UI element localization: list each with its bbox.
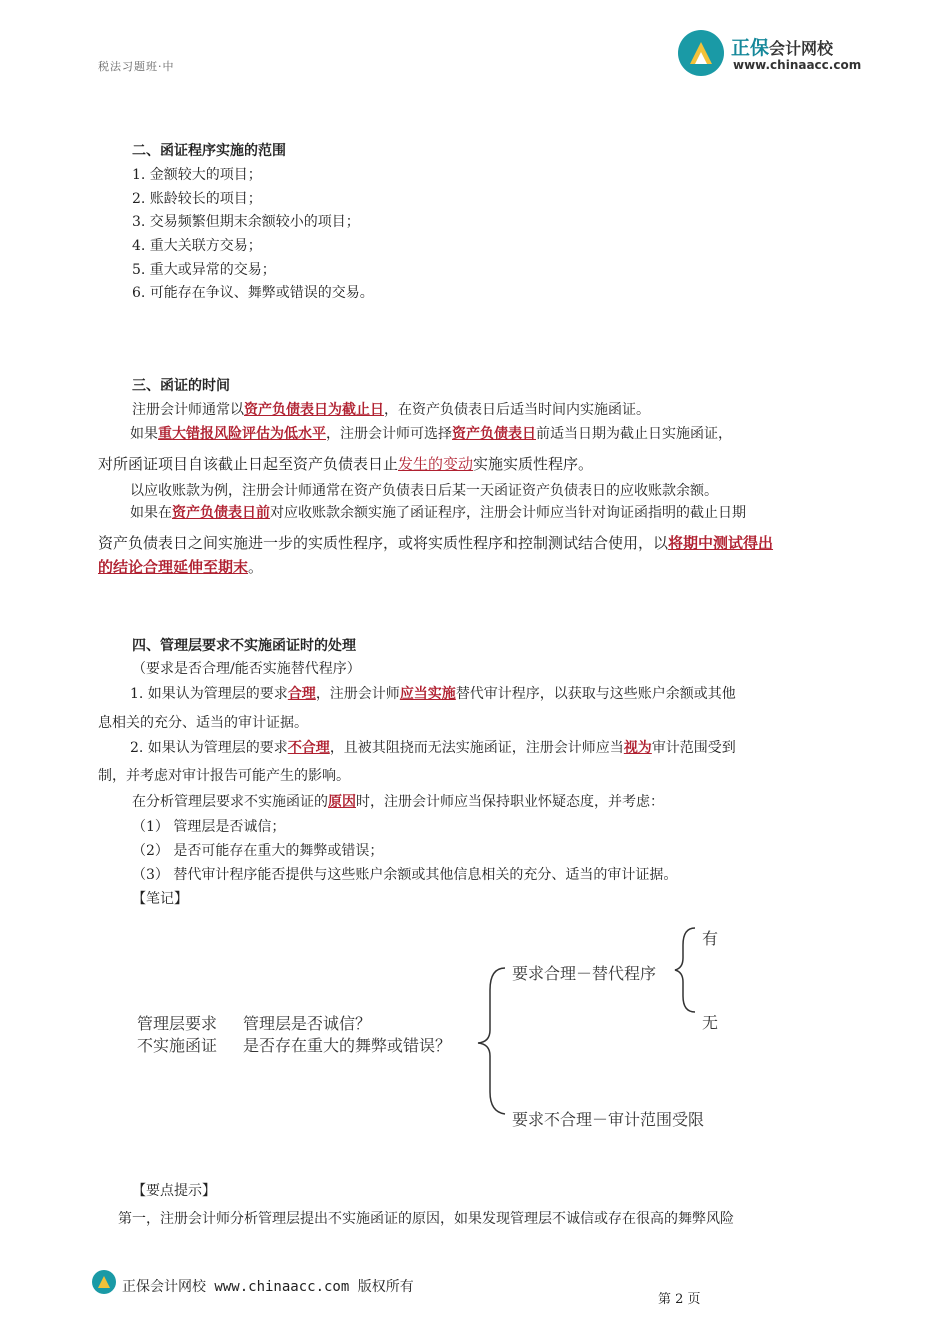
section2-item-5: 5. 重大或异常的交易； [132,262,276,278]
logo-name: 正保会计网校 [731,37,834,59]
section3-p5: 如果在资产负债表日前对应收账款余额实施了函证程序，注册会计师应当针对询证函指明的截止日期 [130,505,746,521]
footer-copyright: 正保会计网校 www.chinaacc.com 版权所有 [122,1279,414,1295]
section4-p1: 1. 如果认为管理层的要求合理，注册会计师应当实施替代审计程序，以获取与这些账户余额或其他 [130,686,736,702]
diagram-top-branch: 要求合理－替代程序 [512,964,657,983]
section4-c3: （3） 替代审计程序能否提供与这些账户余额或其他信息相关的充分、适当的审计证据。 [132,867,678,883]
note-label: 【笔记】 [132,891,188,907]
section3-title: 三、函证的时间 [132,378,230,394]
diagram-bottom-branch: 要求不合理－审计范围受限 [512,1110,705,1129]
section3-p2: 如果重大错报风险评估为低水平，注册会计师可选择资产负债表日前适当日期为截止日实施函证， [130,426,732,442]
diagram-no: 无 [702,1013,719,1032]
diagram-left-line1: 管理层要求 [137,1014,218,1033]
tip-line: 第一，注册会计师分析管理层提出不实施函证的原因，如果发现管理层不诚信或存在很高的舞弊风险 [118,1211,734,1227]
section4-c1: （1） 管理层是否诚信； [132,819,286,835]
section4-p3: 在分析管理层要求不实施函证的原因时，注册会计师应当保持职业怀疑态度，并考虑： [132,794,664,810]
footer-logo-icon [92,1270,116,1294]
header-smudge: 税法习题班·中 [98,60,175,73]
section4-p1b: 息相关的充分、适当的审计证据。 [98,715,308,731]
tip-label: 【要点提示】 [132,1183,216,1199]
section3-p4: 以应收账款为例，注册会计师通常在资产负债表日后某一天函证资产负债表日的应收账款余额。 [130,483,718,499]
diagram-yes: 有 [702,929,719,948]
section2-title: 二、函证程序实施的范围 [132,143,286,159]
section2-item-2: 2. 账龄较长的项目； [132,191,262,207]
section2-item-3: 3. 交易频繁但期末余额较小的项目； [132,214,360,230]
diagram-mid-line1: 管理层是否诚信？ [243,1014,372,1033]
footer-page: 第 2 页 [658,1292,701,1307]
logo-url: www.chinaacc.com [733,58,862,72]
section4-p2b: 制，并考虑对审计报告可能产生的影响。 [98,768,350,784]
diagram-left-line2: 不实施函证 [137,1036,218,1055]
section4-title: 四、管理层要求不实施函证时的处理 [132,638,356,654]
diagram-mid-line2: 是否存在重大的舞弊或错误？ [243,1036,452,1055]
section4-c2: （2） 是否可能存在重大的舞弊或错误； [132,843,384,859]
section3-p6: 资产负债表日之间实施进一步的实质性程序，或将实质性程序和控制测试结合使用，以将期中测试得出 [98,534,774,552]
section2-item-1: 1. 金额较大的项目； [132,167,262,183]
section3-p1: 注册会计师通常以资产负债表日为截止日，在资产负债表日后适当时间内实施函证。 [132,402,650,418]
section2-item-4: 4. 重大关联方交易； [132,238,262,254]
section4-p2: 2. 如果认为管理层的要求不合理，且被其阻挠而无法实施函证，注册会计师应当视为审计范围受到 [130,740,736,756]
section4-sub: （要求是否合理/能否实施替代程序） [132,661,361,677]
section3-p6b: 的结论合理延伸至期末。 [98,558,264,576]
section2-item-6: 6. 可能存在争议、舞弊或错误的交易。 [132,285,374,301]
section3-p3: 对所函证项目自该截止日起至资产负债表日止发生的变动实施实质性程序。 [98,455,594,473]
